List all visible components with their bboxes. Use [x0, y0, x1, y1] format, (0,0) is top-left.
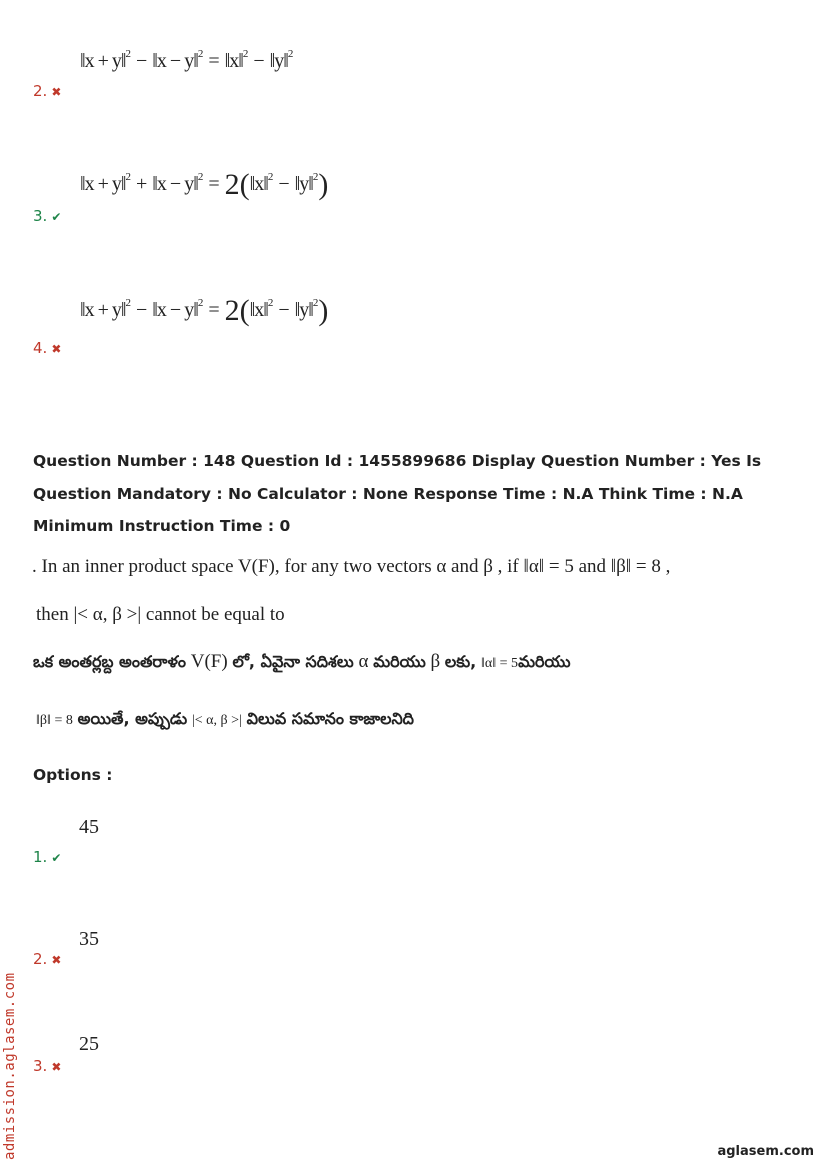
- question-english-line-1: . In an inner product space V(F), for any two vectors α and β , if ‖α‖ = 5 and ‖β‖ = 8 ,: [32, 556, 671, 577]
- option-3-number: 3. ✖: [33, 1057, 62, 1075]
- option-number-3: 3. ✔: [33, 207, 62, 225]
- question-english-line-2: then |< α, β >| cannot be equal to: [36, 604, 285, 625]
- options-label: Options :: [33, 766, 113, 784]
- option-1-value: 45: [79, 816, 99, 838]
- option-2-value: 35: [79, 928, 99, 950]
- watermark: admission.aglasem.com: [2, 972, 18, 1160]
- option-3-value: 25: [79, 1033, 99, 1055]
- formula-option-4: ‖x + y‖$^2$ − ‖x − y‖$^2$ = 2(‖x‖$^2$ − ‖y‖$^2$): [80, 294, 329, 327]
- footer-brand: aglasem.com: [717, 1144, 814, 1159]
- check-icon: ✔: [51, 210, 62, 224]
- option-1-number: 1. ✔: [33, 848, 62, 866]
- formula-option-3: ‖x + y‖$^2$ + ‖x − y‖$^2$ = 2(‖x‖$^2$ − ‖y‖$^2$): [80, 168, 329, 201]
- cross-icon: ✖: [51, 953, 62, 967]
- cross-icon: ✖: [51, 342, 62, 356]
- question-telugu-line-1: ఒక అంతర్లబ్ద అంతరాళం V(F) లో, ఏవైనా సదిశలు α మరియు β లకు, ‖α‖ = 5మరియు: [33, 651, 571, 672]
- cross-icon: ✖: [51, 85, 62, 99]
- check-icon: ✔: [51, 851, 62, 865]
- option-number-2: 2. ✖: [33, 82, 62, 100]
- formula-option-2: ‖x + y‖$^2$ − ‖x − y‖$^2$ = ‖x‖$^2$ − ‖y‖$^2$: [80, 48, 294, 72]
- option-2-number: 2. ✖: [33, 950, 62, 968]
- cross-icon: ✖: [51, 1060, 62, 1074]
- question-meta: Question Number : 148 Question Id : 1455899686 Display Question Number : Yes Is Question Mandatory : No Calculator : None Response Time : N.A Think Time : N.A Minimum Instruction Time : 0: [33, 452, 762, 535]
- question-telugu-line-2: ‖β‖ = 8 అయితే, అప్పుడు |< α, β >| విలువ సమానం కాజాలనిది: [36, 709, 414, 728]
- option-number-4: 4. ✖: [33, 339, 62, 357]
